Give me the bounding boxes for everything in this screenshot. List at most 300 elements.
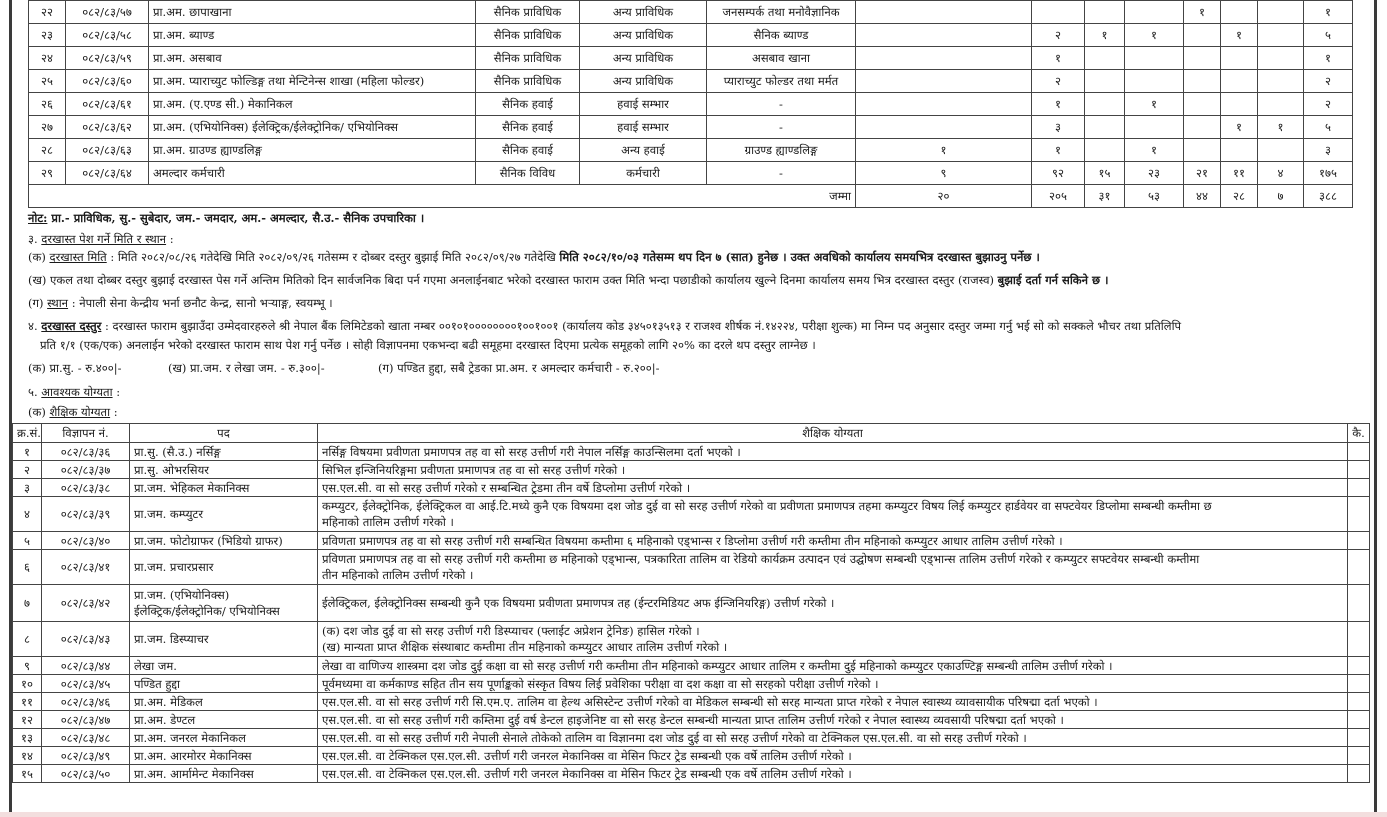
section-5-heading	[28, 383, 120, 401]
advertisement-no-cell: ०८२/८३/३९	[42, 497, 130, 532]
table-header-row	[13, 424, 1370, 443]
count-cell	[1125, 116, 1184, 139]
post-cell: अमल्दार कर्मचारी	[149, 162, 476, 185]
count-cell: १	[856, 139, 1032, 162]
group-cell: सैनिक हवाई	[476, 93, 580, 116]
advertisement-no-cell: ०८२/८३/४२	[42, 585, 130, 622]
post-cell: प्रा.अम. असबाव	[149, 47, 476, 70]
educational-qualification-heading	[28, 403, 118, 421]
qualification-cell	[318, 765, 1348, 783]
count-cell	[1032, 1, 1085, 24]
row-total-cell: १७५	[1304, 162, 1353, 185]
subgroup-cell: अन्य प्राविधिक	[580, 70, 707, 93]
serial-cell: १	[13, 443, 42, 461]
vacancy-table	[28, 0, 1353, 208]
total-cell: २०	[856, 185, 1032, 208]
post-line: प्रा.जम. भेहिकल मेकानिक्स	[134, 480, 250, 495]
trade-cell: -	[707, 116, 856, 139]
advertisement-no-cell: ०८२/८३/४६	[42, 693, 130, 711]
count-cell	[1221, 47, 1258, 70]
location-paragraph	[28, 294, 333, 312]
advertisement-no-cell: ०८२/८३/३७	[42, 461, 130, 479]
post-cell	[130, 693, 318, 711]
section-number: ५.	[28, 385, 42, 399]
application-fee-paragraph-cont	[40, 336, 816, 354]
count-cell: १	[1085, 24, 1125, 47]
table-row	[13, 765, 1370, 783]
total-cell: ३१	[1085, 185, 1125, 208]
count-cell	[1184, 47, 1221, 70]
count-cell: ११	[1221, 162, 1258, 185]
trade-cell: -	[707, 93, 856, 116]
row-total-cell: १	[1304, 1, 1353, 24]
post-line: प्रा.अम. आर्मामेन्ट मेकानिक्स	[134, 766, 254, 781]
row-total-cell: १	[1304, 47, 1353, 70]
remarks-cell	[1348, 532, 1370, 550]
serial-cell: १३	[13, 729, 42, 747]
post-line: पण्डित हुद्दा	[134, 676, 180, 691]
row-total-cell: २	[1304, 70, 1353, 93]
post-line: ईलेक्ट्रिक/ईलेक्ट्रोनिक/ एभियोनिक्स	[134, 604, 280, 618]
serial-cell: २५	[29, 70, 66, 93]
paragraph-text: प्रति १/१ (एक/एक) अनलाईन भरेको दरखास्त फाराम साथ पेश गर्नु पर्नेछ । सोही विज्ञापनमा एकभन्दा बढी समूहमा दरखास्त दिएमा प्रत्येक समूहको लागि २०% का दरले थप दस्तुर लाग्नेछ ।	[40, 338, 816, 352]
count-cell	[1184, 24, 1221, 47]
colon: :	[110, 405, 118, 419]
qualification-cell	[318, 479, 1348, 497]
count-cell: ९	[856, 162, 1032, 185]
count-cell: १	[1258, 116, 1304, 139]
remarks-cell	[1348, 443, 1370, 461]
header-advertisement-no: विज्ञापन नं.	[42, 424, 130, 443]
count-cell	[1184, 93, 1221, 116]
table-row	[13, 657, 1370, 675]
remarks-cell	[1348, 497, 1370, 532]
remarks-cell	[1348, 729, 1370, 747]
count-cell	[856, 1, 1032, 24]
trade-cell: सैनिक ब्याण्ड	[707, 24, 856, 47]
item-prefix: (ग)	[28, 296, 48, 310]
remarks-cell	[1348, 765, 1370, 783]
subgroup-cell: हवाई सम्भार	[580, 116, 707, 139]
section-number: ३.	[28, 232, 42, 246]
count-cell	[1085, 47, 1125, 70]
page-right-border	[1374, 0, 1377, 817]
table-row	[13, 585, 1370, 622]
post-cell	[130, 443, 318, 461]
count-cell	[1085, 1, 1125, 24]
header-qualification: शैक्षिक योग्यता	[318, 424, 1348, 443]
section-3-heading	[28, 230, 174, 248]
post-line: प्रा.सु. (सै.उ.) नर्सिङ्ग	[134, 444, 221, 459]
advertisement-no-cell: ०८२/८३/४९	[42, 747, 130, 765]
section-title: दरखास्त दस्तुर	[41, 319, 102, 333]
group-cell: सैनिक हवाई	[476, 139, 580, 162]
total-cell: ५३	[1125, 185, 1184, 208]
count-cell	[1221, 1, 1258, 24]
advertisement-no-cell: ०८२/८३/६०	[66, 70, 149, 93]
post-cell	[130, 461, 318, 479]
row-total-cell: ५	[1304, 24, 1353, 47]
post-line: प्रा.अम. डेण्टल	[134, 712, 196, 727]
count-cell	[856, 116, 1032, 139]
post-cell	[130, 622, 318, 657]
qualification-line: सिभिल इन्जिनियरिङ्गमा प्रवीणता प्रमाणपत्र तह वा सो सरह उत्तीर्ण गरेको ।	[322, 462, 626, 477]
remarks-cell	[1348, 693, 1370, 711]
subgroup-cell: अन्य प्राविधिक	[580, 24, 707, 47]
count-cell	[1258, 24, 1304, 47]
group-cell: सैनिक हवाई	[476, 116, 580, 139]
post-line: प्रा.अम. आरमोरर मेकानिक्स	[134, 748, 252, 763]
post-cell	[130, 550, 318, 585]
remarks-cell	[1348, 550, 1370, 585]
remarks-cell	[1348, 622, 1370, 657]
serial-cell: ३	[13, 479, 42, 497]
count-cell: १	[1221, 116, 1258, 139]
qualification-cell	[318, 711, 1348, 729]
row-total-cell: ३	[1304, 139, 1353, 162]
advertisement-no-cell: ०८२/८३/५०	[42, 765, 130, 783]
advertisement-no-cell: ०८२/८३/३८	[42, 479, 130, 497]
advertisement-no-cell: ०८२/८३/५८	[66, 24, 149, 47]
serial-cell: ९	[13, 657, 42, 675]
table-row	[29, 162, 1353, 185]
table-row	[29, 116, 1353, 139]
count-cell	[856, 93, 1032, 116]
subgroup-cell: कर्मचारी	[580, 162, 707, 185]
count-cell	[1184, 70, 1221, 93]
post-cell: प्रा.अम. (एभियोनिक्स) ईलेक्ट्रिक/ईलेक्ट्रोनिक/ एभियोनिक्स	[149, 116, 476, 139]
table-row	[13, 550, 1370, 585]
advertisement-no-cell: ०८२/८३/४१	[42, 550, 130, 585]
qualification-cell	[318, 657, 1348, 675]
qualification-cell	[318, 443, 1348, 461]
qualification-line: कम्प्युटर, ईलेक्ट्रोनिक, ईलेक्ट्रिकल वा आई.टि.मध्ये कुनै एक विषयमा दश जोड दुई वा सो सरह उत्तीर्ण गरेको वा प्रवीणता प्रमाणपत्र तहमा कम्प्युटर विषय लिई कम्प्युटर हार्डवेयर वा सफ्टवेयर डिप्लोमा सम्बन्धी कम्तीमा छ	[322, 499, 1212, 513]
section-title: दरखास्त पेश गर्ने मिति र स्थान	[41, 232, 167, 246]
serial-cell: ७	[13, 585, 42, 622]
post-line: प्रा.जम. डिस्प्याचर	[134, 632, 209, 646]
paragraph-text: : नेपाली सेना केन्द्रीय भर्ना छनौट केन्द्र, सानो भऱ्याङ्ग, स्वयम्भू ।	[68, 296, 333, 310]
count-cell: १	[1032, 47, 1085, 70]
serial-cell: २३	[29, 24, 66, 47]
table-row	[29, 1, 1353, 24]
serial-cell: ४	[13, 497, 42, 532]
count-cell: १	[1125, 93, 1184, 116]
header-remarks: कै.	[1348, 424, 1370, 443]
serial-cell: २	[13, 461, 42, 479]
serial-cell: १४	[13, 747, 42, 765]
serial-cell: २२	[29, 1, 66, 24]
count-cell: २	[1032, 24, 1085, 47]
advertisement-no-cell: ०८२/८३/४४	[42, 657, 130, 675]
colon: :	[112, 385, 121, 399]
count-cell	[1221, 93, 1258, 116]
table-row	[13, 711, 1370, 729]
section-number: ४.	[28, 319, 42, 333]
note-text: प्रा.- प्राविधिक, सु.- सुबेदार, जम.- जमदार, अम.- अमल्दार, सै.उ.- सैनिक उपचारिका ।	[47, 211, 425, 225]
post-line: प्रा.सु. ओभरसियर	[134, 462, 209, 477]
qualification-line: (क) दश जोड दुई वा सो सरह उत्तीर्ण गरी डिस्प्याचर (फ्लाईट अप्रेशन ट्रेनिङ) हासिल गरेको ।	[322, 624, 700, 638]
paragraph-text: (ख) एकल तथा दोब्बर दस्तुर बुझाई दरखास्त पेस गर्ने अन्तिम मितिको दिन सार्वजनिक बिदा पर्न गएमा अनलाईनबाट भरेको दरखास्त फाराम उक्त मिति भन्दा पछाडीको कार्यालय खुल्ने दिनमा कार्यालय समय भित्र दरखास्त दस्तुर (राजस्व)	[28, 273, 998, 287]
table-row	[13, 443, 1370, 461]
count-cell	[1125, 70, 1184, 93]
trade-cell: प्याराच्युट फोल्डर तथा मर्मत	[707, 70, 856, 93]
total-label: जम्मा	[29, 185, 856, 208]
table-row	[13, 747, 1370, 765]
count-cell	[1184, 139, 1221, 162]
trade-cell: ग्राउण्ड ह्याण्डलिङ्ग	[707, 139, 856, 162]
table-row	[13, 479, 1370, 497]
item-prefix: (क)	[28, 405, 50, 419]
post-cell	[130, 479, 318, 497]
location-label: स्थान	[47, 296, 69, 310]
qualification-line: महिनाको तालिम उत्तीर्ण गरेको ।	[322, 515, 454, 529]
advertisement-no-cell: ०८२/८३/६३	[66, 139, 149, 162]
post-cell: प्रा.अम. ग्राउण्ड ह्याण्डलिङ्ग	[149, 139, 476, 162]
post-line: प्रा.जम. कम्प्युटर	[134, 507, 204, 521]
trade-cell: जनसम्पर्क तथा मनोवैज्ञानिक	[707, 1, 856, 24]
qualification-cell	[318, 461, 1348, 479]
serial-cell: २८	[29, 139, 66, 162]
qualification-line: एस.एल.सी. वा सो सरह उत्तीर्ण गरेको र सम्बन्धित ट्रेडमा तीन वर्षे डिप्लोमा उत्तीर्ण गरेको ।	[322, 480, 691, 495]
count-cell	[856, 47, 1032, 70]
post-cell: प्रा.अम. प्याराच्युट फोल्डिङ्ग तथा मेन्टिनेन्स शाखा (महिला फोल्डर)	[149, 70, 476, 93]
count-cell: २१	[1184, 162, 1221, 185]
qualification-line: पूर्वमध्यमा वा कर्मकाण्ड सहित तीन सय पूर्णाङ्कको संस्कृत विषय लिई प्रवेशिका परीक्षा वा दश कक्षा वा सो सरहको परीक्षा उत्तीर्ण गरेको ।	[322, 676, 879, 691]
count-cell	[1085, 139, 1125, 162]
subsection-title: शैक्षिक योग्यता	[49, 405, 111, 419]
post-cell	[130, 532, 318, 550]
subgroup-cell: अन्य प्राविधिक	[580, 47, 707, 70]
note-label: नोट:	[28, 211, 48, 225]
serial-cell: ५	[13, 532, 42, 550]
count-cell	[1258, 139, 1304, 162]
grand-total-cell: ३८८	[1304, 185, 1353, 208]
qualification-line: एस.एल.सी. वा सो सरह उत्तीर्ण गरी नेपाली सेनाले तोकेको तालिम वा विज्ञानमा दश जोड दुई वा सो सरह उत्तीर्ण गरेको वा टेक्निकल एस.एल.सी. वा सो सरह उत्तीर्ण गरेको ।	[322, 730, 1027, 745]
fee-item: (ख) प्रा.जम. र लेखा जम. - रु.३००|-	[168, 361, 325, 375]
subgroup-cell: हवाई सम्भार	[580, 93, 707, 116]
trade-cell: असबाव खाना	[707, 47, 856, 70]
remarks-cell	[1348, 657, 1370, 675]
section-title: आवश्यक योग्यता	[41, 385, 113, 399]
group-cell: सैनिक प्राविधिक	[476, 47, 580, 70]
count-cell	[1125, 47, 1184, 70]
serial-cell: २६	[29, 93, 66, 116]
post-line: प्रा.जम. प्रचारप्रसार	[134, 560, 214, 574]
advertisement-no-cell: ०८२/८३/५७	[66, 1, 149, 24]
advertisement-no-cell: ०८२/८३/५९	[66, 47, 149, 70]
group-cell: सैनिक प्राविधिक	[476, 70, 580, 93]
count-cell	[1221, 139, 1258, 162]
post-cell	[130, 729, 318, 747]
qualification-line: तीन महिनाको तालिम उत्तीर्ण गरेको ।	[322, 568, 474, 582]
application-date-label: दरखास्त मिति	[49, 250, 107, 264]
group-cell: सैनिक प्राविधिक	[476, 1, 580, 24]
qualification-line: प्रविणता प्रमाणपत्र तह वा सो सरह उत्तीर्ण गरी कम्तीमा छ महिनाको एड्भान्स, पत्रकारिता तालिम वा रेडियो कार्यक्रम उत्पादन एवं उद्घोषण सम्बन्धी एड्भान्स तालिम उत्तीर्ण गरेको र कम्प्युटर सफ्टवेयर सम्बन्धी कम्तीमा	[322, 552, 1200, 566]
serial-cell: २४	[29, 47, 66, 70]
holiday-clause-paragraph	[28, 271, 1108, 289]
total-row	[29, 185, 1353, 208]
qualification-line: एस.एल.सी. वा सो सरह उत्तीर्ण गरी कम्तिमा दुई वर्ष डेन्टल हाइजेनिष्ट वा सो सरह डेन्टल सम्बन्धी मान्यता प्राप्त तालिम उत्तीर्ण गरेको र नेपाल स्वास्थ्य व्यवसायी परिषद्मा दर्ता भएको ।	[322, 712, 1064, 727]
qualification-cell	[318, 622, 1348, 657]
paragraph-text: : दरखास्त फाराम बुझाउँदा उम्मेदवारहरुले श्री नेपाल बैंक लिमिटेडको खाता नम्बर ००१०१००००००००१००१००१ (कार्यालय कोड ३४५०१३५१३ र राजश्व शीर्षक नं.१४२२४, परीक्षा शुल्क) मा निम्न पद अनुसार दस्तुर जम्मा गर्नु भई सो को सक्कले भौचर तथा प्रतिलिपि	[101, 319, 1182, 333]
serial-cell: १५	[13, 765, 42, 783]
total-cell: २०५	[1032, 185, 1085, 208]
colon: :	[166, 232, 174, 246]
header-post: पद	[130, 424, 318, 443]
post-cell	[130, 675, 318, 693]
total-cell: ७	[1258, 185, 1304, 208]
count-cell: १	[1032, 139, 1085, 162]
qualification-cell	[318, 729, 1348, 747]
count-cell: ३	[1032, 116, 1085, 139]
fee-item: (ग) पण्डित हुद्दा, सबै ट्रेडका प्रा.अम. र अमल्दार कर्मचारी - रु.२००|-	[378, 361, 660, 375]
remarks-cell	[1348, 675, 1370, 693]
count-cell: १	[1125, 139, 1184, 162]
count-cell	[1184, 116, 1221, 139]
table-row	[29, 93, 1353, 116]
post-cell: प्रा.अम. छापाखाना	[149, 1, 476, 24]
advertisement-no-cell: ०८२/८३/४७	[42, 711, 130, 729]
count-cell: १	[1221, 24, 1258, 47]
row-total-cell: ५	[1304, 116, 1353, 139]
post-cell	[130, 765, 318, 783]
qualification-line: एस.एल.सी. वा सो सरह उत्तीर्ण गरी सि.एम.ए. तालिम वा हेल्थ असिस्टेन्ट उत्तीर्ण गरेको वा मेडिकल सम्बन्धी सो सरह मान्यता प्राप्त गरेको र नेपाल स्वास्थ्य व्यावसायीक परिषद्मा दर्ता भएको ।	[322, 694, 1098, 709]
count-cell: १	[1184, 1, 1221, 24]
count-cell: ४	[1258, 162, 1304, 185]
qualification-line: लेखा वा वाणिज्य शास्त्रमा दश जोड दुई कक्षा वा सो सरह उत्तीर्ण गरी कम्तीमा तीन महिनाको कम्प्युटर आधार तालिम र कम्तीमा दुई महिनाको कम्प्युटर एकाउण्टिङ्ग सम्बन्धी तालिम उत्तीर्ण गरेको ।	[322, 658, 1113, 673]
abbreviation-note	[28, 209, 424, 227]
post-line: प्रा.जम. फोटोग्राफर (भिडियो ग्राफर)	[134, 533, 283, 548]
count-cell: १	[1125, 24, 1184, 47]
total-cell: २८	[1221, 185, 1258, 208]
remarks-cell	[1348, 461, 1370, 479]
count-cell: १५	[1085, 162, 1125, 185]
post-cell: प्रा.अम. (ए.एण्ड सी.) मेकानिकल	[149, 93, 476, 116]
remarks-cell	[1348, 479, 1370, 497]
serial-cell: २७	[29, 116, 66, 139]
table-row	[13, 675, 1370, 693]
header-serial: क्र.सं.	[13, 424, 42, 443]
count-cell	[1085, 70, 1125, 93]
post-cell	[130, 585, 318, 622]
qualification-cell	[318, 693, 1348, 711]
count-cell	[1221, 70, 1258, 93]
group-cell: सैनिक प्राविधिक	[476, 24, 580, 47]
paragraph-bold-text: मिति २०८२/१०/०३ गतेसम्म थप दिन ७ (सात) हुनेछ । उक्त अवधिको कार्यालय समयभित्र दरखास्त बुझाउनु पर्नेछ ।	[559, 250, 1040, 264]
count-cell	[1125, 1, 1184, 24]
count-cell	[1085, 93, 1125, 116]
count-cell	[1258, 47, 1304, 70]
qualification-line: (ख) मान्यता प्राप्त शैक्षिक संस्थाबाट कम्तीमा तीन महिनाको कम्प्युटर आधार तालिम उत्तीर्ण गरेको ।	[322, 640, 728, 654]
count-cell	[856, 24, 1032, 47]
count-cell: २३	[1125, 162, 1184, 185]
total-cell: ४४	[1184, 185, 1221, 208]
post-line: प्रा.अम. जनरल मेकानिकल	[134, 730, 246, 745]
qualification-table	[12, 423, 1370, 783]
remarks-cell	[1348, 711, 1370, 729]
qualification-cell	[318, 675, 1348, 693]
serial-cell: २९	[29, 162, 66, 185]
page-bottom-edge	[0, 812, 1387, 817]
paragraph-text: : मिति २०८२/०८/२६ गतेदेखि मिति २०८२/०९/२६ गतेसम्म र दोब्बर दस्तुर बुझाई मिति २०८२/०९/२७ गतेदेखि	[106, 250, 560, 264]
qualification-line: ईलेक्ट्रिकल, ईलेक्ट्रोनिक्स सम्बन्धी कुनै एक विषयमा प्रवीणता प्रमाणपत्र तह (ईन्टरमिडियट अफ ईन्जिनियरिङ्ग) उत्तीर्ण गरेको ।	[322, 596, 835, 610]
qualification-cell	[318, 585, 1348, 622]
table-row	[13, 532, 1370, 550]
count-cell: १	[1032, 93, 1085, 116]
table-row	[29, 47, 1353, 70]
advertisement-no-cell: ०८२/८३/६४	[66, 162, 149, 185]
fee-item: (क) प्रा.सु. - रु.४००|-	[28, 361, 122, 375]
table-row	[13, 729, 1370, 747]
qualification-line: प्रविणता प्रमाणपत्र तह वा सो सरह उत्तीर्ण गरी सम्बन्धित विषयमा कम्तीमा ६ महिनाको एड्भान्स र डिप्लोमा उत्तीर्ण गरी कम्तीमा तीन महिनाको कम्प्युटर आधार तालिम उत्तीर्ण गरेको ।	[322, 533, 1063, 548]
trade-cell: -	[707, 162, 856, 185]
item-prefix: (क)	[28, 250, 50, 264]
post-cell	[130, 711, 318, 729]
count-cell	[1085, 116, 1125, 139]
remarks-cell	[1348, 585, 1370, 622]
count-cell	[856, 70, 1032, 93]
advertisement-no-cell: ०८२/८३/६१	[66, 93, 149, 116]
row-total-cell: २	[1304, 93, 1353, 116]
post-cell	[130, 747, 318, 765]
advertisement-no-cell: ०८२/८३/६२	[66, 116, 149, 139]
serial-cell: १०	[13, 675, 42, 693]
advertisement-no-cell: ०८२/८३/४८	[42, 729, 130, 747]
qualification-cell	[318, 497, 1348, 532]
qualification-line: एस.एल.सी. वा टेक्निकल एस.एल.सी. उत्तीर्ण गरी जनरल मेकानिक्स वा मेसिन फिटर ट्रेड सम्बन्धी एक वर्षे तालिम उत्तीर्ण गरेको ।	[322, 748, 852, 763]
table-row	[13, 622, 1370, 657]
serial-cell: ११	[13, 693, 42, 711]
count-cell: ९२	[1032, 162, 1085, 185]
count-cell	[1258, 70, 1304, 93]
advertisement-no-cell: ०८२/८३/४३	[42, 622, 130, 657]
serial-cell: १२	[13, 711, 42, 729]
subgroup-cell: अन्य हवाई	[580, 139, 707, 162]
table-row	[29, 24, 1353, 47]
group-cell: सैनिक विविध	[476, 162, 580, 185]
table-row	[13, 497, 1370, 532]
qualification-cell	[318, 532, 1348, 550]
post-cell	[130, 497, 318, 532]
post-cell	[130, 657, 318, 675]
count-cell: २	[1032, 70, 1085, 93]
paragraph-bold-text: बुझाई दर्ता गर्न सकिने छ ।	[997, 273, 1109, 287]
subgroup-cell: अन्य प्राविधिक	[580, 1, 707, 24]
advertisement-no-cell: ०८२/८३/३६	[42, 443, 130, 461]
qualification-line: एस.एल.सी. वा टेक्निकल एस.एल.सी. उत्तीर्ण गरी जनरल मेकानिक्स वा मेसिन फिटर ट्रेड सम्बन्धी एक वर्षे तालिम उत्तीर्ण गरेको ।	[322, 766, 852, 781]
application-fee-paragraph	[28, 317, 1181, 335]
table-row	[29, 139, 1353, 162]
serial-cell: ८	[13, 622, 42, 657]
remarks-cell	[1348, 747, 1370, 765]
table-row	[29, 70, 1353, 93]
count-cell	[1258, 93, 1304, 116]
application-date-paragraph	[28, 248, 1040, 266]
advertisement-no-cell: ०८२/८३/४०	[42, 532, 130, 550]
table-row	[13, 693, 1370, 711]
post-cell: प्रा.अम. ब्याण्ड	[149, 24, 476, 47]
fee-list	[28, 359, 660, 377]
serial-cell: ६	[13, 550, 42, 585]
post-line: लेखा जम.	[134, 658, 177, 673]
post-line: प्रा.अम. मेडिकल	[134, 694, 203, 709]
qualification-cell	[318, 747, 1348, 765]
count-cell	[1258, 1, 1304, 24]
table-row	[13, 461, 1370, 479]
qualification-line: नर्सिङ्ग विषयमा प्रवीणता प्रमाणपत्र तह वा सो सरह उत्तीर्ण गरी नेपाल नर्सिङ्ग काउन्सिलमा दर्ता भएको ।	[322, 444, 741, 459]
post-line: प्रा.जम. (एभियोनिक्स)	[134, 588, 230, 602]
advertisement-no-cell: ०८२/८३/४५	[42, 675, 130, 693]
